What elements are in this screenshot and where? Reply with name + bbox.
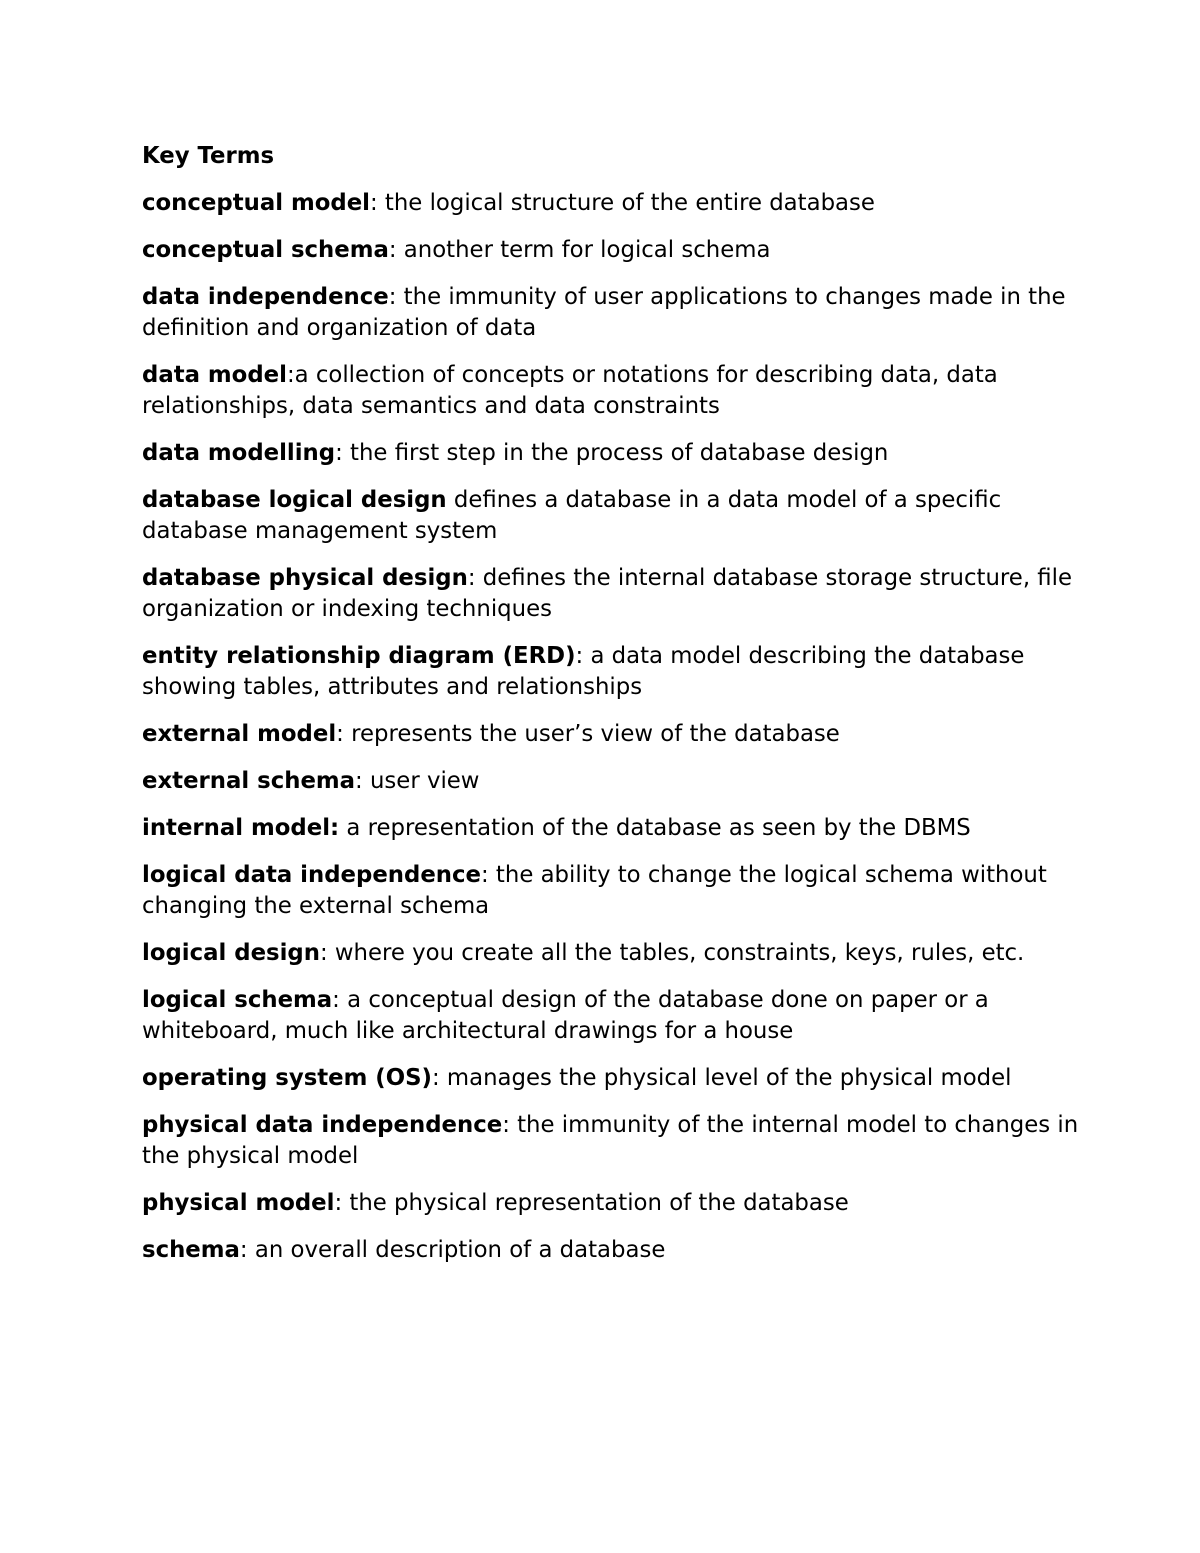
glossary-definition: defines the internal database storage structure, file organization or indexing techniques	[142, 565, 1073, 622]
glossary-entry	[142, 813, 1080, 844]
glossary-term: internal model:	[142, 815, 340, 841]
glossary-term: data modelling	[142, 440, 336, 466]
glossary-entry	[142, 563, 1080, 625]
glossary-definition: the physical representation of the database	[342, 1190, 849, 1216]
glossary-term: data model	[142, 362, 287, 388]
glossary-entry	[142, 235, 1080, 266]
glossary-definition: a representation of the database as seen by the DBMS	[339, 815, 971, 841]
glossary-definition: the immunity of user applications to changes made in the definition and organization of data	[142, 284, 1066, 341]
glossary-separator: :	[575, 643, 584, 669]
glossary-term: conceptual model	[142, 190, 370, 216]
glossary-term: data independence	[142, 284, 389, 310]
glossary-definition: the first step in the process of database design	[342, 440, 889, 466]
glossary-term: logical design	[142, 940, 320, 966]
glossary-entry	[142, 1188, 1080, 1219]
glossary-entry	[142, 438, 1080, 469]
glossary-term: entity relationship diagram (ERD)	[142, 643, 576, 669]
glossary-separator: :	[355, 768, 363, 794]
glossary-separator: :	[431, 1065, 440, 1091]
glossary-separator: :	[336, 721, 344, 747]
glossary-term: external schema	[142, 768, 356, 794]
glossary-entry	[142, 188, 1080, 219]
glossary-term: schema	[142, 1237, 240, 1263]
glossary-definition: a data model describing the database showing tables, attributes and relationships	[142, 643, 1025, 700]
glossary-separator: :	[388, 237, 397, 263]
glossary-separator: :	[334, 1190, 343, 1216]
glossary-separator: :	[335, 440, 343, 466]
glossary-term: operating system (OS)	[142, 1065, 432, 1091]
glossary-separator: :	[388, 284, 397, 310]
glossary-term: physical data independence	[142, 1112, 503, 1138]
glossary-definition: manages the physical level of the physical model	[439, 1065, 1012, 1091]
glossary-definition: represents the user’s view of the database	[343, 721, 840, 747]
glossary-separator: :	[319, 940, 328, 966]
glossary-entry	[142, 985, 1080, 1047]
glossary-separator: :	[481, 862, 489, 888]
glossary-entry	[142, 1110, 1080, 1172]
glossary-definition: a collection of concepts or notations for describing data, data relationships, data semantics and data constraints	[142, 362, 998, 419]
glossary-term: database physical design	[142, 565, 468, 591]
glossary-entry	[142, 766, 1080, 797]
glossary-entry	[142, 1235, 1080, 1266]
glossary-separator: :	[369, 190, 378, 216]
glossary-term: physical model	[142, 1190, 335, 1216]
glossary-definition: defines a database in a data model of a specific database management system	[142, 487, 1002, 544]
glossary-entry	[142, 282, 1080, 344]
glossary-entry	[142, 641, 1080, 703]
glossary-term: external model	[142, 721, 337, 747]
glossary-definition: an overall description of a database	[247, 1237, 666, 1263]
glossary-definition: the logical structure of the entire database	[377, 190, 875, 216]
glossary-definition: the ability to change the logical schema without changing the external schema	[142, 862, 1047, 919]
document-heading: Key Terms	[142, 143, 275, 169]
glossary-definition: user view	[362, 768, 480, 794]
glossary-entry	[142, 1063, 1080, 1094]
glossary-separator: :	[332, 987, 340, 1013]
glossary-entry	[142, 860, 1080, 922]
glossary-entry	[142, 360, 1080, 422]
glossary-separator: :	[286, 362, 295, 388]
glossary-definition: the immunity of the internal model to changes in the physical model	[142, 1112, 1079, 1169]
glossary-term: database logical design	[142, 487, 447, 513]
glossary-term: conceptual schema	[142, 237, 389, 263]
glossary-separator: :	[239, 1237, 248, 1263]
glossary-entry	[142, 938, 1080, 969]
glossary-definition: where you create all the tables, constraints, keys, rules, etc.	[327, 940, 1025, 966]
glossary-entry	[142, 485, 1080, 547]
glossary-term: logical schema	[142, 987, 333, 1013]
glossary-entry	[142, 719, 1080, 750]
glossary-term: logical data independence	[142, 862, 481, 888]
glossary-separator: :	[502, 1112, 510, 1138]
glossary-definition: another term for logical schema	[396, 237, 771, 263]
glossary-separator: :	[467, 565, 476, 591]
glossary-definition: a conceptual design of the database done on paper or a whiteboard, much like architectural drawings for a house	[142, 987, 989, 1044]
